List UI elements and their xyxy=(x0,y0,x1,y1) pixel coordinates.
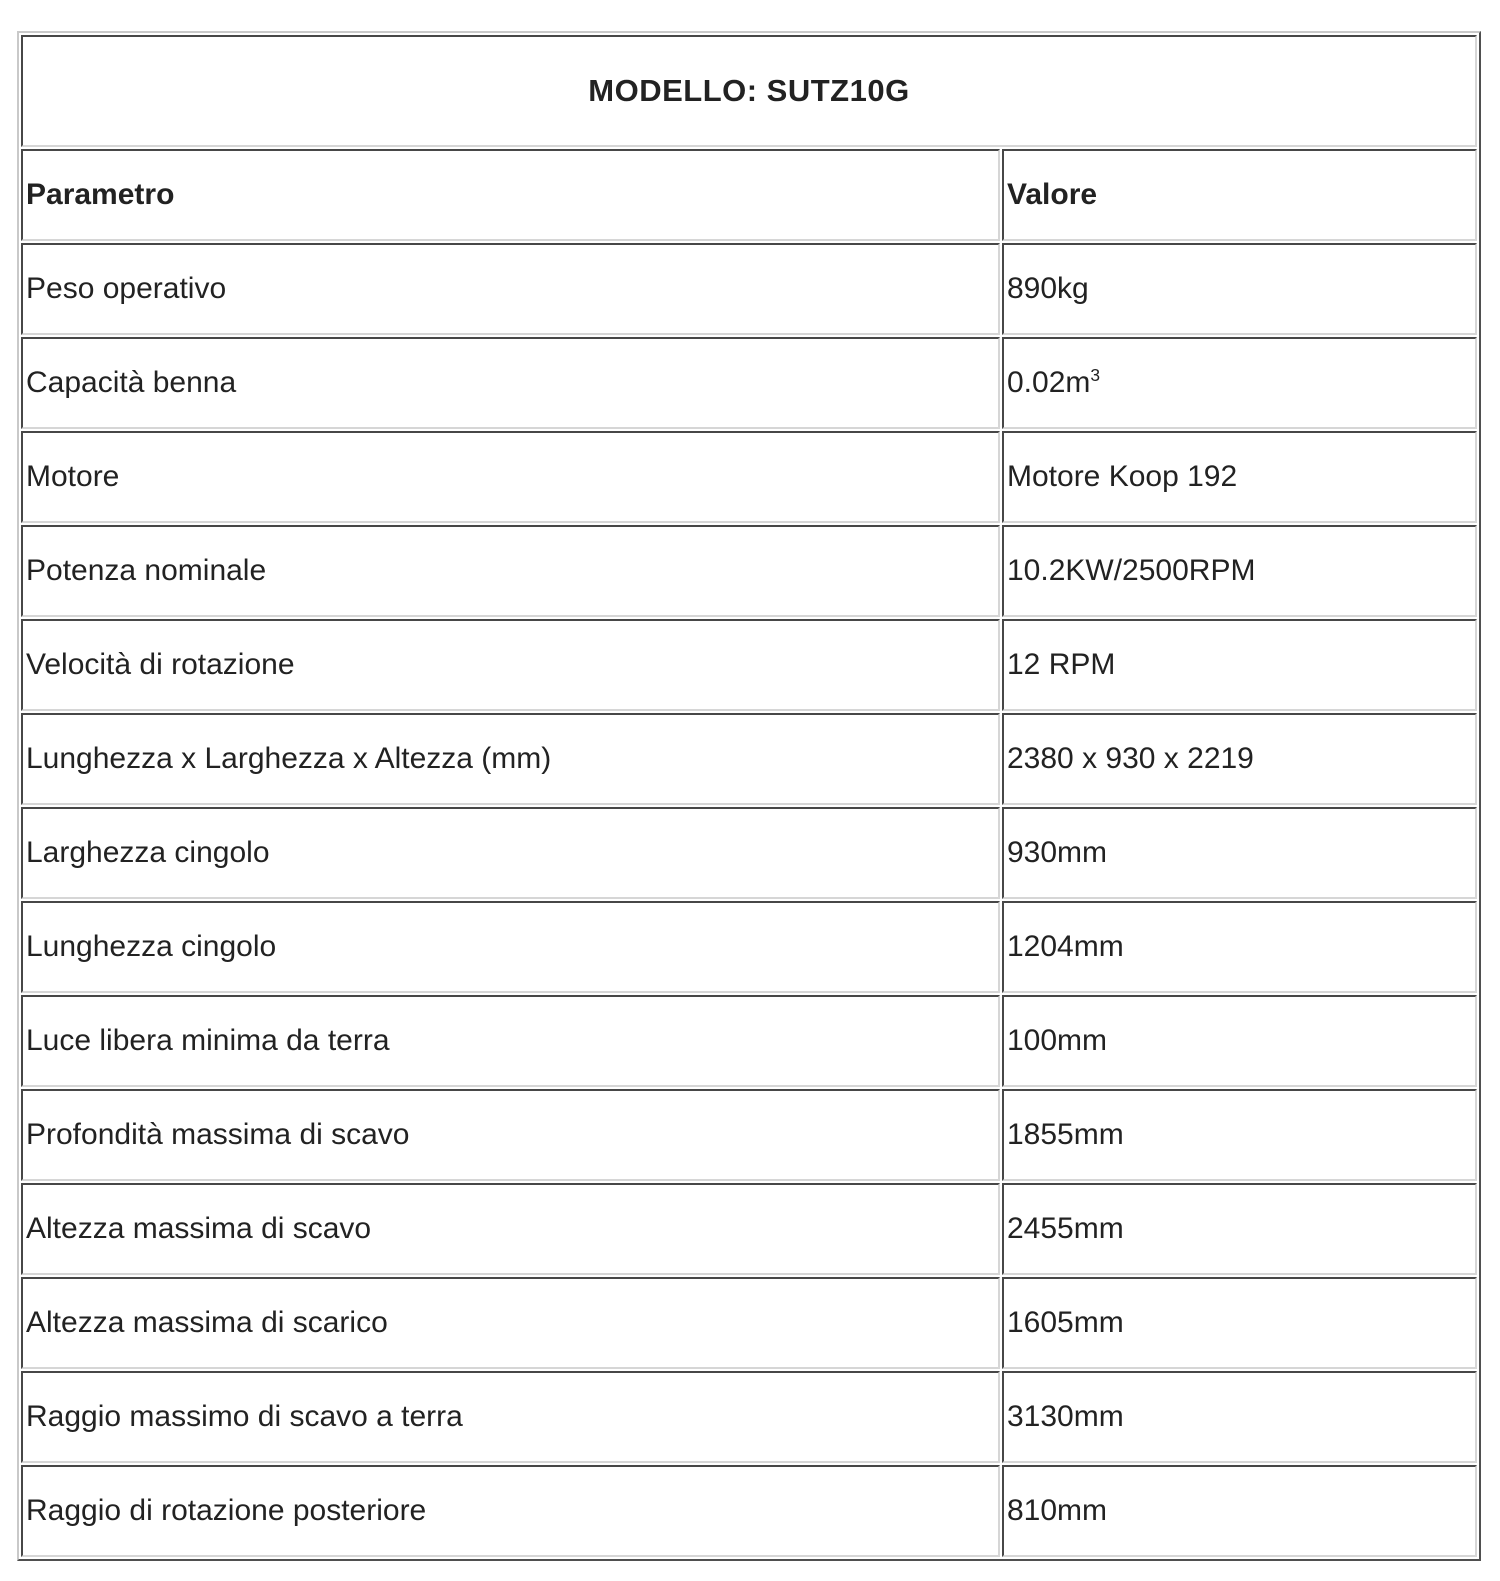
param-cell: Lunghezza x Larghezza x Altezza (mm) xyxy=(21,713,1000,805)
value-cell: 10.2KW/2500RPM xyxy=(1002,525,1477,617)
value-cell: 2455mm xyxy=(1002,1183,1477,1275)
value-cell: 1855mm xyxy=(1002,1089,1477,1181)
value-cell: 2380 x 930 x 2219 xyxy=(1002,713,1477,805)
value-cell: 12 RPM xyxy=(1002,619,1477,711)
value-cell: 100mm xyxy=(1002,995,1477,1087)
param-cell: Velocità di rotazione xyxy=(21,619,1000,711)
table-row xyxy=(21,337,1477,429)
table-row xyxy=(21,525,1477,617)
param-cell: Lunghezza cingolo xyxy=(21,901,1000,993)
spec-table xyxy=(17,31,1481,1561)
param-cell: Raggio massimo di scavo a terra xyxy=(21,1371,1000,1463)
table-row xyxy=(21,1371,1477,1463)
value-cell: 1204mm xyxy=(1002,901,1477,993)
param-cell: Capacità benna xyxy=(21,337,1000,429)
table-row xyxy=(21,431,1477,523)
spec-table-body xyxy=(21,243,1477,1557)
param-cell: Luce libera minima da terra xyxy=(21,995,1000,1087)
param-cell: Altezza massima di scarico xyxy=(21,1277,1000,1369)
value-cell: 810mm xyxy=(1002,1465,1477,1557)
param-cell: Raggio di rotazione posteriore xyxy=(21,1465,1000,1557)
column-header-parametro: Parametro xyxy=(21,149,1000,241)
table-row xyxy=(21,1183,1477,1275)
value-cell: Motore Koop 192 xyxy=(1002,431,1477,523)
param-cell: Potenza nominale xyxy=(21,525,1000,617)
table-title: MODELLO: SUTZ10G xyxy=(21,35,1477,147)
table-row xyxy=(21,901,1477,993)
table-row xyxy=(21,243,1477,335)
table-row xyxy=(21,995,1477,1087)
value-cell: $0.02m^3$ xyxy=(1002,337,1477,429)
param-cell: Peso operativo xyxy=(21,243,1000,335)
value-cell: 3130mm xyxy=(1002,1371,1477,1463)
value-cell: 930mm xyxy=(1002,807,1477,899)
column-header-valore: Valore xyxy=(1002,149,1477,241)
value-cell: 890kg xyxy=(1002,243,1477,335)
header-row xyxy=(21,149,1477,241)
superscript: 3 xyxy=(1090,365,1101,386)
param-cell: Larghezza cingolo xyxy=(21,807,1000,899)
table-row xyxy=(21,1277,1477,1369)
table-row xyxy=(21,619,1477,711)
param-cell: Profondità massima di scavo xyxy=(21,1089,1000,1181)
table-row xyxy=(21,1089,1477,1181)
param-cell: Altezza massima di scavo xyxy=(21,1183,1000,1275)
table-row xyxy=(21,713,1477,805)
title-row xyxy=(21,35,1477,147)
table-row xyxy=(21,807,1477,899)
table-row xyxy=(21,1465,1477,1557)
value-cell: 1605mm xyxy=(1002,1277,1477,1369)
param-cell: Motore xyxy=(21,431,1000,523)
